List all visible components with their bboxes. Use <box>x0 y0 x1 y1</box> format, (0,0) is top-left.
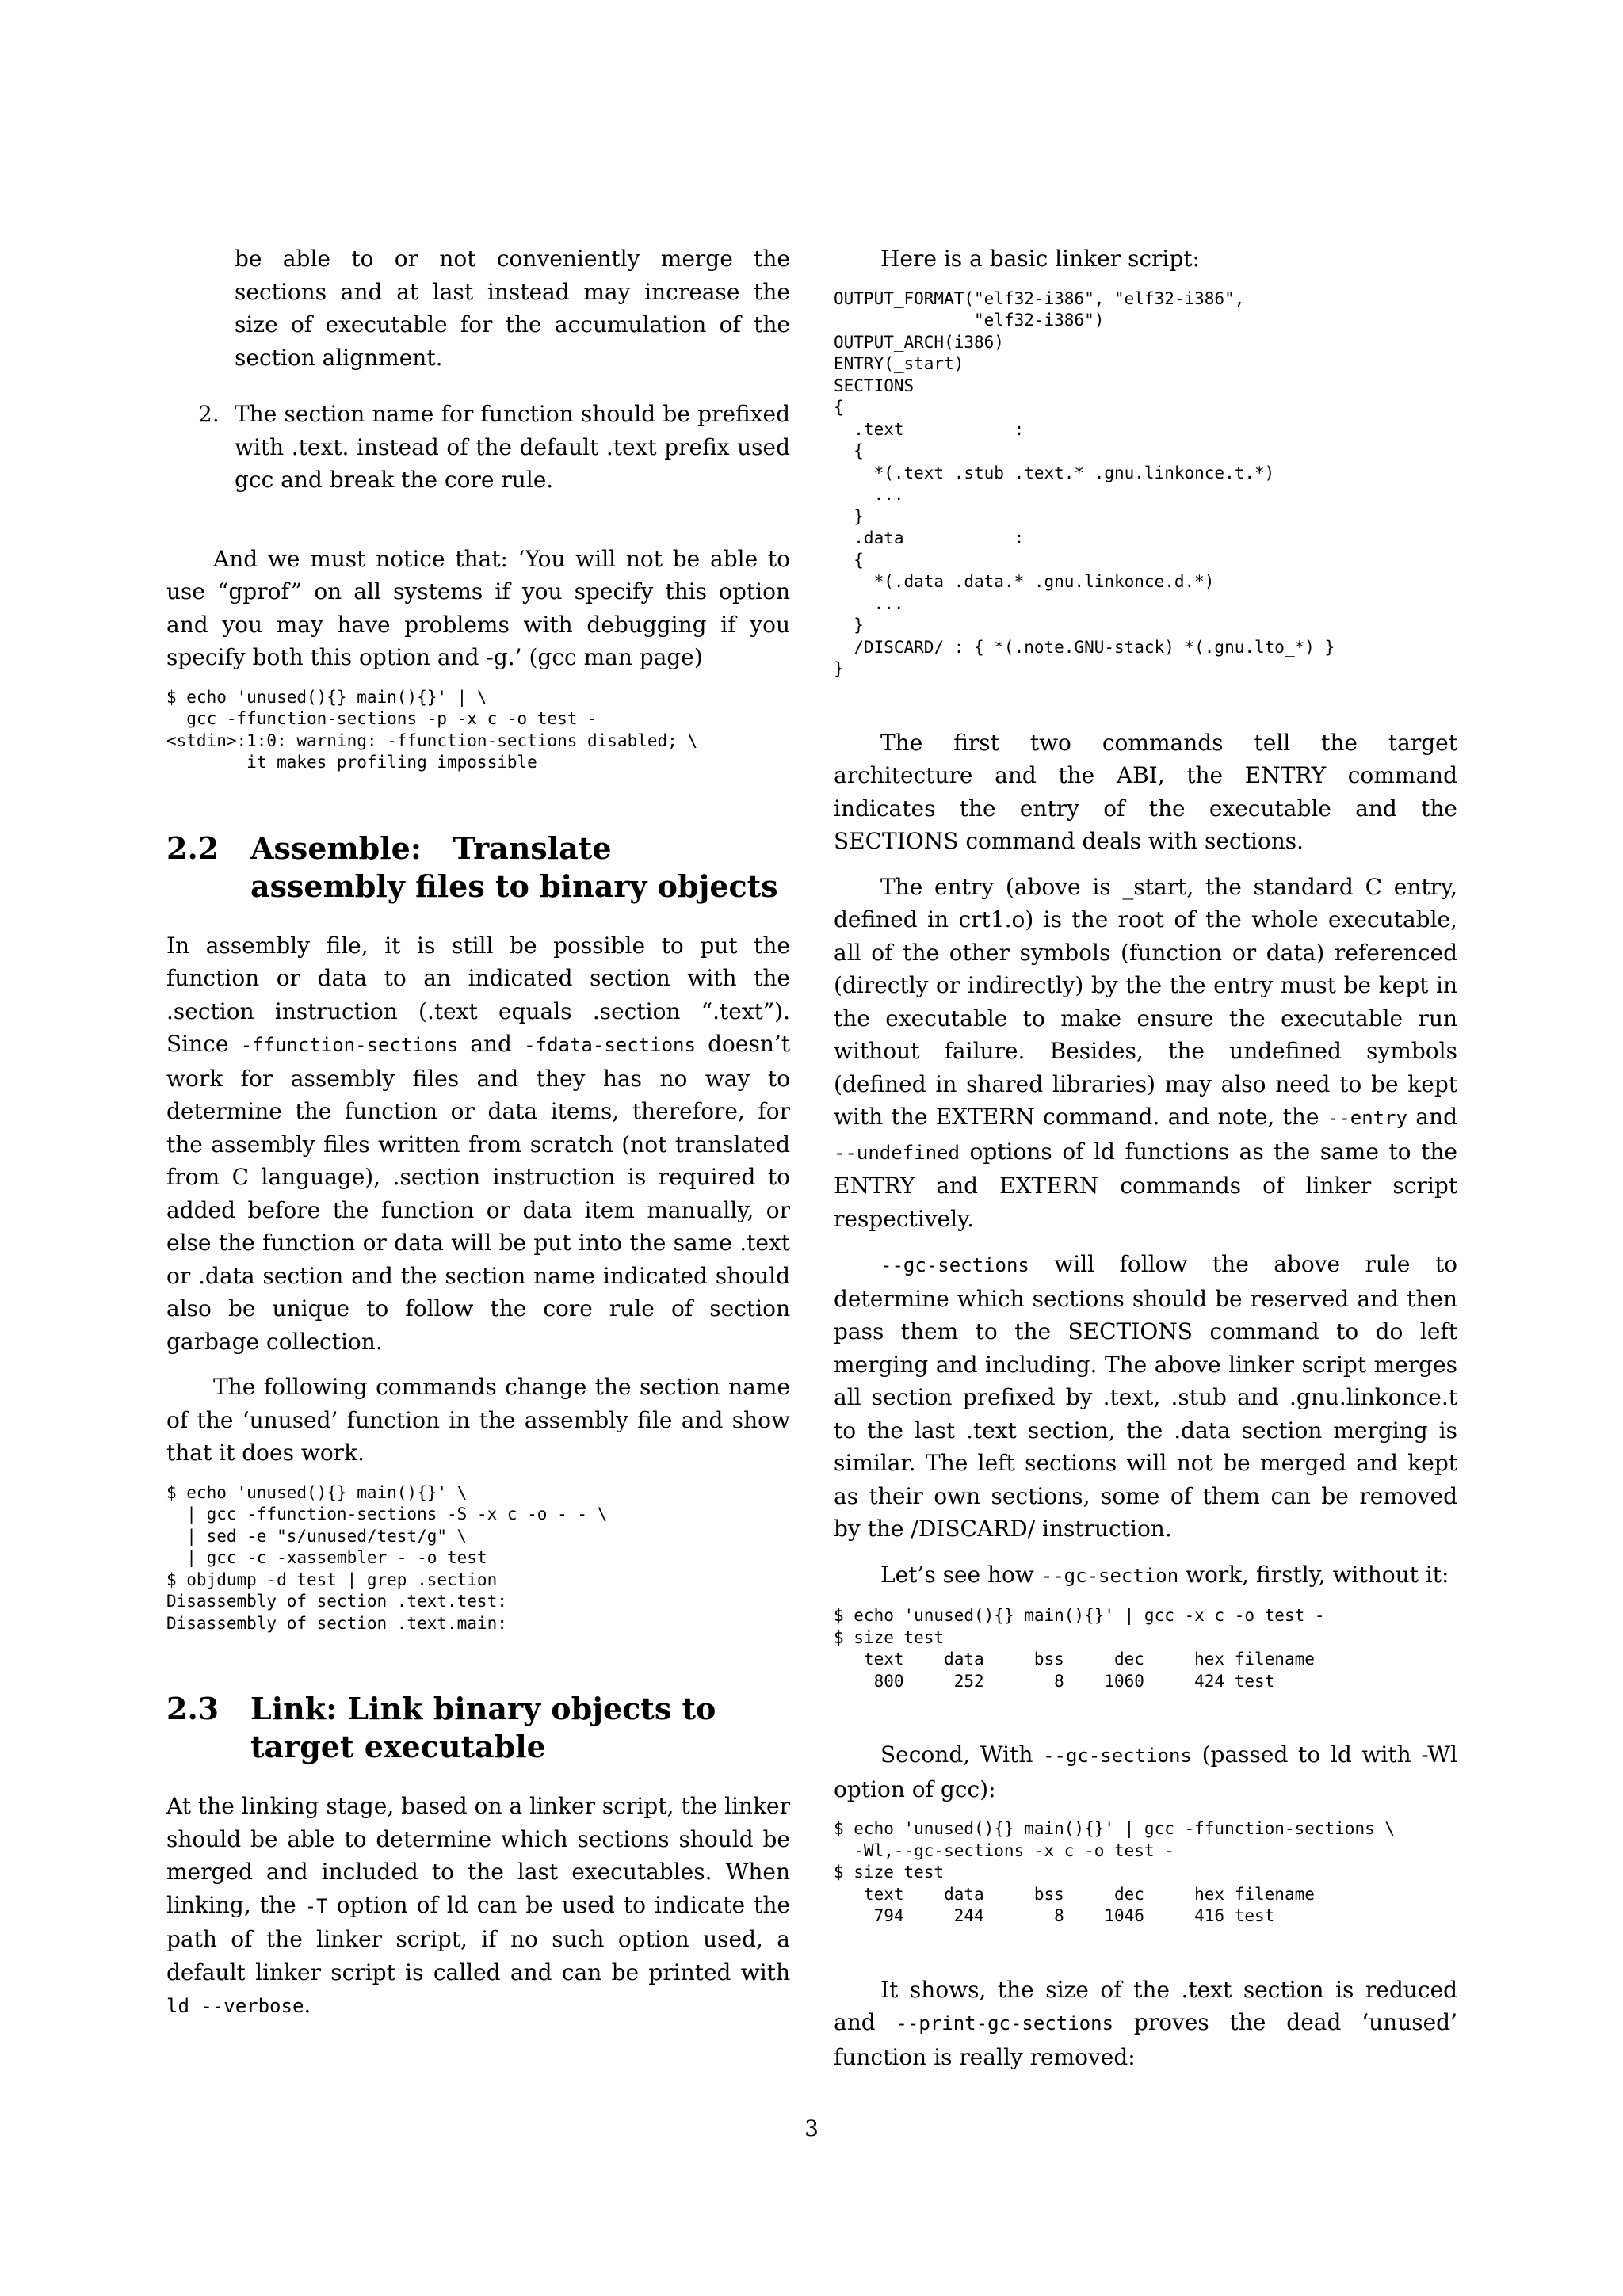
paragraph-linking <box>166 1790 790 2023</box>
paragraph-notice: And we must notice that: ‘You will not be able to use “gprof” on all systems if you specify this option and you may have problems with debugging if you specify both this option and -g.’ (gcc man page) <box>166 545 790 670</box>
left-column <box>166 242 790 2023</box>
list-item-number: 2. <box>198 401 220 427</box>
inline-code: --entry <box>1327 1107 1407 1129</box>
code-block-size-with: $ echo 'unused(){} main(){}' | gcc -ffunction-sections \ -Wl,--gc-sections -x c -o test - $ size test text data bss dec hex filename 794 244 8 1046 416 test <box>834 1819 1396 1925</box>
code-block-size-without: $ echo 'unused(){} main(){}' | gcc -x c -o test - $ size test text data bss dec hex filename 800 252 8 1060 424 test <box>834 1606 1325 1691</box>
text-run: options of ld functions as the same to the ENTRY and EXTERN commands of linker script respectively. <box>834 1138 1457 1232</box>
text-run: Let’s see how <box>880 1561 1041 1588</box>
code-block-profiling: $ echo 'unused(){} main(){}' | \ gcc -ffunction-sections -p -x c -o test - <stdin>:1:0: warning: -ffunction-sections disabled; \ it makes profiling impossible <box>166 687 698 772</box>
code-block-objdump: $ echo 'unused(){} main(){}' \ | gcc -ffunction-sections -S -x c -o - - \ | sed -e "s/unused/test/g" \ | gcc -c -xassembler - -o test $ objdump -d test | grep .section Disassembly of section .text.test: Disassembly of section .text.main: <box>166 1482 608 1633</box>
text-run: work, firstly, without it: <box>1178 1561 1449 1588</box>
inline-code: --gc-section <box>1041 1564 1179 1587</box>
list-item-continuation: be able to or not conveniently merge the sections and at last instead may increase the size of executable for the accumulation of the section alignment. <box>235 246 790 371</box>
paragraph-second <box>834 1738 1457 1806</box>
inline-code: --print-gc-sections <box>896 2012 1114 2035</box>
paragraph-gc-sections <box>834 1248 1457 1546</box>
text-run: doesn’t work for assembly files and they has no way to determine the function or data items, therefore, for the assembly files written from scratch (not translated from C language), .section instruction is required to added before the function or data item manually, or else the function or data will be put into the same .text or .data section and the section name indicated should also be unique to follow the core rule of section garbage collection. <box>166 1031 791 1355</box>
inline-code: -fdata-sections <box>524 1034 696 1056</box>
section-heading-2-2 <box>166 830 790 906</box>
paragraph-commands: The following commands change the section name of the ‘unused’ function in the assembly file and show that it does work. <box>166 1374 790 1466</box>
right-column <box>834 242 1457 2073</box>
text-run: It shows, the size of the .text section is reduced and <box>834 1976 1457 2035</box>
inline-code: --gc-sections <box>880 1254 1029 1276</box>
section-number: 2.2 <box>166 830 220 866</box>
text-run: The entry (above is _start, the standard C entry, defined in crt1.o) is the root of the whole executable, all of the other symbols (function or data) referenced (directly or indirectly) by the the entry must be kept in the executable to make ensure the executable run without failure. Besides, the undefined symbols (defined in shared libraries) may also need to be kept with the EXTERN command. and note, the <box>834 873 1457 1130</box>
text-run: . <box>304 1992 311 2018</box>
text-run: proves the dead ‘unused’ function is really removed: <box>834 2009 1457 2070</box>
code-block-linker-script: OUTPUT_FORMAT("elf32-i386", "elf32-i386", "elf32-i386") OUTPUT_ARCH(i386) ENTRY(_start) SECTIONS { .text : { *(.text .stub .text.* .gnu.linkonce.t.*) ... } .data : { *(.data .data.* .gnu.linkonce.d.*) ... } /DISCARD/ : { *(.note.GNU-stack) *(.gnu.lto_*) } } <box>834 288 1335 678</box>
inline-code: -ffunction-sections <box>240 1034 459 1056</box>
page-number: 3 <box>804 2115 819 2142</box>
section-title: Assemble: Translate assembly files to binary objects <box>250 830 778 904</box>
section-heading-2-3 <box>166 1690 790 1766</box>
inline-code: ld --verbose <box>166 1995 304 2017</box>
section-title: Link: Link binary objects to target executable <box>250 1691 716 1764</box>
paragraph-lets-see <box>834 1558 1457 1593</box>
text-run: In assembly file, it is still be possible to put the function or data to an indicated section with the .section instruction (.text equals .section “.text”). Since <box>166 932 790 1057</box>
inline-code: --undefined <box>834 1141 960 1164</box>
text-run: Second, With <box>880 1741 1044 1768</box>
text-run: and <box>458 1031 525 1057</box>
paragraph-it-shows <box>834 1974 1457 2074</box>
text-run: option of ld can be used to indicate the path of the linker script, if no such option used, a default linker script is called and can be printed with <box>166 1891 790 1985</box>
list-item-text: The section name for function should be prefixed with .text. instead of the default .text prefix used gcc and break the core rule. <box>235 401 790 493</box>
text-run: (passed to ld with -Wl option of gcc): <box>834 1741 1457 1802</box>
inline-code: -T <box>304 1894 328 1917</box>
paragraph-entry <box>834 871 1457 1236</box>
text-run: will follow the above rule to determine which sections should be reserved and then pass them to the SECTIONS command to do left merging and including. The above linker script merges all section prefixed by .text, .stub and .gnu.linkonce.t to the last .text section, the .data section merging is similar. The left sections will not be merged and kept as their own sections, some of them can be removed by the /DISCARD/ instruction. <box>834 1251 1457 1542</box>
list-item-2 <box>166 398 790 497</box>
paragraph-linker-script-intro: Here is a basic linker script: <box>880 246 1200 272</box>
text-run: At the linking stage, based on a linker script, the linker should be able to determine which sections should be merged and included to the last executables. When linking, the <box>166 1793 790 1918</box>
paragraph-assembly <box>166 929 790 1359</box>
inline-code: --gc-sections <box>1043 1745 1192 1767</box>
paragraph-first-commands: The first two commands tell the target architecture and the ABI, the ENTRY command indicates the entry of the executable and the SECTIONS command deals with sections. <box>834 729 1457 854</box>
section-number: 2.3 <box>166 1691 220 1726</box>
text-run: and <box>1407 1104 1457 1130</box>
